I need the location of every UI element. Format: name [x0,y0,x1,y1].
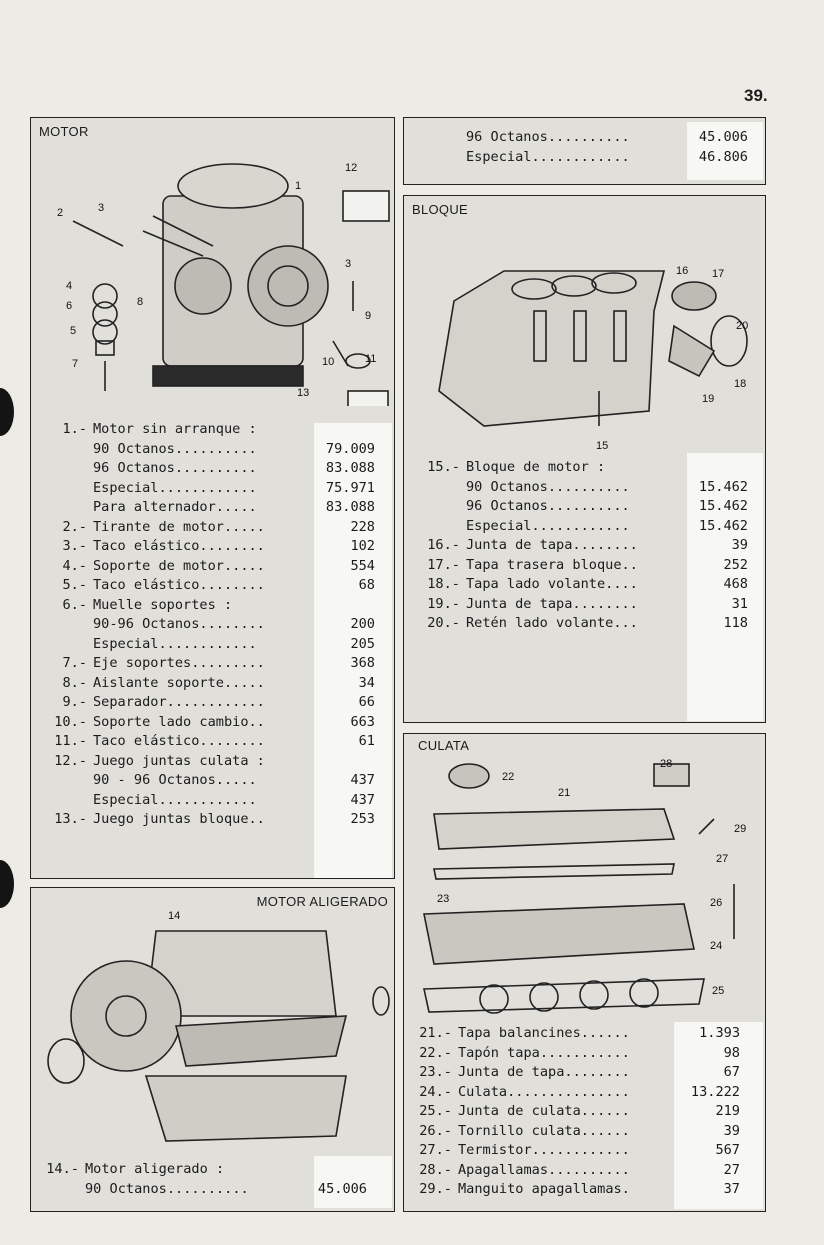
page-number: 39. [744,86,768,105]
callout-number: 18 [734,378,747,390]
callout-number: 22 [502,771,515,783]
callout-number: 3 [98,202,105,214]
parts-row: 12.- Juego juntas culata : [54,752,265,769]
callout-number: 13 [297,387,310,399]
parts-row: 6.- Muelle soportes : [62,596,233,613]
callout-number: 25 [712,985,725,997]
parts-row: 24.- Culata............... 13.222 [419,1083,740,1100]
parts-row: 11.- Taco elástico........ 61 [54,733,375,749]
callout-number: 4 [66,280,73,292]
aligerado-parts-list [31,1160,367,1199]
parts-row: 90 Octanos.......... 45.006 [85,1180,367,1197]
callout-number: 7 [72,358,79,370]
culata-illustration [414,754,759,1019]
parts-row: 18.- Tapa lado volante.... 468 [427,576,748,592]
motor-illustration [33,136,393,406]
parts-row: Especial............ 15.462 [466,517,748,534]
parts-row: 96 Octanos.......... 45.006 [466,129,748,145]
parts-row: Especial............ 75.971 [93,479,375,496]
callout-number: 9 [365,310,372,322]
parts-row: 90 - 96 Octanos..... 437 [93,772,375,788]
parts-row: 13.- Juego juntas bloque.. 253 [54,811,375,827]
parts-row: 90 Octanos.......... 15.462 [466,478,748,495]
callout-number: 14 [168,910,181,922]
parts-row: 27.- Termistor............ 567 [419,1142,740,1158]
parts-row: 96 Octanos.......... 15.462 [466,498,748,514]
parts-row: 25.- Junta de culata...... 219 [419,1103,740,1119]
motor-parts-list [39,420,375,830]
callout-number: 17 [712,268,725,280]
callout-number: 5 [70,325,77,337]
parts-row: 26.- Tornillo culata...... 39 [419,1122,740,1139]
parts-row: 90-96 Octanos........ 200 [93,616,375,632]
culata-parts-list [404,1024,740,1200]
parts-row: 10.- Soporte lado cambio.. 663 [54,713,375,730]
callout-number: 1 [295,180,302,192]
parts-row: 8.- Aislante soporte..... 34 [62,674,375,691]
aligerado-title: MOTOR ALIGERADO [256,894,388,909]
continuation-parts-list [412,128,748,167]
parts-row: 23.- Junta de tapa........ 67 [419,1064,740,1080]
binder-hole-top [0,388,14,436]
bloque-illustration [424,241,754,446]
callout-number: 20 [736,320,749,332]
callout-number: 8 [137,296,144,308]
motor-title: MOTOR [39,124,89,139]
culata-title: CULATA [418,738,470,753]
parts-row: 96 Octanos.......... 83.088 [93,460,375,476]
motor-aligerado-section [30,887,395,1212]
parts-row: Para alternador..... 83.088 [93,499,375,515]
callout-number: 26 [710,897,723,909]
parts-row: Especial............ 46.806 [466,148,748,165]
aligerado-illustration [36,906,391,1151]
parts-row: 3.- Taco elástico........ 102 [62,538,375,554]
motor-continuation-section [403,117,766,185]
parts-row: Especial............ 205 [93,635,375,652]
parts-row: 16.- Junta de tapa........ 39 [427,537,748,553]
parts-row: 14.- Motor aligerado : [46,1161,225,1177]
parts-row: 90 Octanos.......... 79.009 [93,440,375,457]
parts-row: 4.- Soporte de motor..... 554 [62,557,375,574]
callout-number: 24 [710,940,723,952]
callout-number: 10 [322,356,335,368]
parts-row: 7.- Eje soportes......... 368 [62,655,375,671]
callout-number: 2 [57,207,64,219]
callout-number: 6 [66,300,73,312]
parts-row: 15.- Bloque de motor : [427,459,606,475]
binder-hole-bottom [0,860,14,908]
culata-section [403,733,766,1212]
parts-row: 5.- Taco elástico........ 68 [62,577,375,593]
parts-row: 28.- Apagallamas.......... 27 [419,1161,740,1178]
callout-number: 15 [596,440,609,452]
callout-number: 27 [716,853,729,865]
parts-row: 17.- Tapa trasera bloque.. 252 [427,556,748,573]
callout-number: 12 [345,162,358,174]
bloque-title: BLOQUE [412,202,468,217]
parts-row: 9.- Separador............ 66 [62,694,375,710]
callout-number: 28 [660,758,673,770]
parts-row: 2.- Tirante de motor..... 228 [62,518,375,535]
callout-number: 16 [676,265,689,277]
parts-row: 29.- Manguito apagallamas. 37 [419,1181,740,1197]
callout-number: 29 [734,823,747,835]
bloque-parts-list [412,458,748,634]
parts-row: 22.- Tapón tapa........... 98 [419,1044,740,1061]
motor-section [30,117,395,879]
callout-number: 21 [558,787,571,799]
callout-number: 23 [437,893,450,905]
parts-row: Especial............ 437 [93,791,375,808]
parts-row: 21.- Tapa balancines...... 1.393 [419,1025,740,1041]
callout-number: 11 [365,353,377,365]
parts-row: 19.- Junta de tapa........ 31 [427,595,748,612]
callout-number: 3 [345,258,352,270]
parts-row: 1.- Motor sin arranque : [62,421,257,437]
callout-number: 19 [702,393,715,405]
parts-row: 20.- Retén lado volante... 118 [427,615,748,631]
